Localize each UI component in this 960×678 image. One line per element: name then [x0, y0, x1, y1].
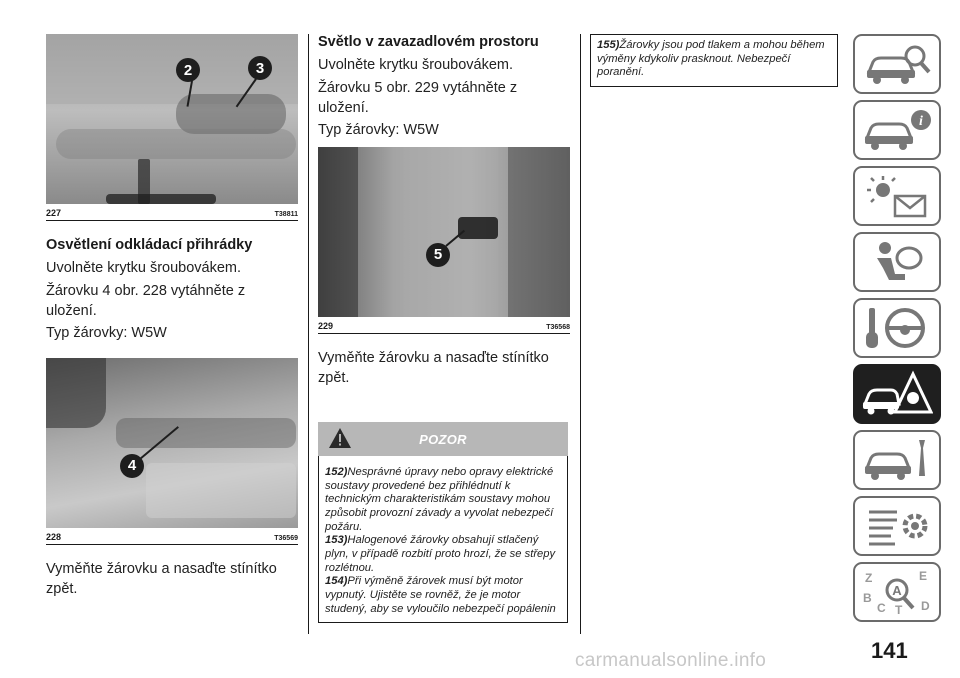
figure-228-image [46, 358, 298, 528]
car-info-icon [861, 106, 933, 154]
note-text: 155)Žárovky jsou pod tlakem a mohou během výměny kdykoliv prasknout. Nebezpečí poranění. [597, 39, 825, 79]
warning-header [318, 422, 568, 456]
svg-text:D: D [921, 599, 930, 613]
car-service-wrench-icon [861, 436, 933, 484]
column-middle [318, 34, 570, 623]
svg-text:C: C [877, 601, 886, 615]
warning-note: 154)Při výměně žárovek musí být motor vypnutý. Ujistěte se rovněž, že je motor studený, aby se vyloučilo nebezpečí popálenin [325, 575, 556, 615]
figure-229-image [318, 147, 570, 317]
figure-number: 228 [46, 531, 62, 542]
warning-box [318, 422, 568, 623]
figure-227-image [46, 34, 298, 204]
paragraph: Uvolněte krytku šroubovákem. [318, 57, 514, 74]
figure-227-caption [46, 204, 298, 221]
callout-3: 3 [248, 56, 272, 80]
warning-triangle-icon [328, 427, 352, 449]
note-box [590, 34, 838, 87]
car-search-icon [861, 40, 933, 88]
figure-code: T38811 [274, 211, 298, 218]
svg-text:B: B [863, 591, 872, 605]
paragraph-closing: Vyměňte žárovku a nasaďte stínítko zpět. [318, 349, 549, 386]
callout-2: 2 [176, 58, 200, 82]
warning-body [318, 456, 568, 623]
tab-car-search[interactable] [853, 34, 941, 94]
figure-number: 229 [318, 320, 334, 331]
callout-5: 5 [426, 243, 450, 267]
tab-index[interactable] [853, 562, 941, 622]
figure-code: T36568 [546, 323, 570, 331]
svg-text:Z: Z [865, 571, 873, 585]
figure-229-caption [318, 317, 570, 334]
key-steering-wheel-icon [861, 304, 933, 352]
figure-code: T36569 [274, 534, 298, 542]
svg-text:E: E [919, 569, 928, 583]
tab-specifications[interactable] [853, 496, 941, 556]
svg-text:i: i [919, 114, 923, 129]
tab-starting-driving[interactable] [853, 298, 941, 358]
paragraph: Typ žárovky: W5W [318, 122, 439, 139]
column-left [46, 34, 298, 601]
column-divider [308, 34, 309, 634]
paragraph: Typ žárovky: W5W [46, 325, 167, 342]
tab-warning-lights[interactable] [853, 166, 941, 226]
column-divider [580, 34, 581, 634]
column-right [590, 34, 838, 87]
section-title-glovebox-light: Osvětlení odkládací přihrádky [46, 237, 253, 253]
tab-car-info[interactable] [853, 100, 941, 160]
figure-number: 227 [46, 208, 62, 218]
paragraph: Uvolněte krytku šroubovákem. [46, 260, 242, 277]
paragraph-closing: Vyměňte žárovku a nasaďte stínítko zpět. [46, 560, 277, 597]
tab-maintenance[interactable] [853, 430, 941, 490]
section-title-trunk-light: Světlo v zavazadlovém prostoru [318, 34, 539, 50]
svg-text:A: A [892, 583, 902, 598]
chapter-tabs [853, 34, 941, 628]
svg-text:T: T [895, 603, 903, 616]
page-number: 141 [871, 638, 908, 663]
warning-note: 153)Halogenové žárovky obsahují stlačený plyn, v případě rozbití proto hrozí, že se střepy rozlétnou. [325, 534, 556, 574]
warning-title: POZOR [419, 431, 467, 447]
warning-light-message-icon [861, 172, 933, 220]
figure-228-caption [46, 528, 298, 545]
warning-note: 152)Nesprávné úpravy nebo opravy elektrické soustavy provedené bez přihlédnutí k technickým charakteristikám soustavy mohou způsobit provozní závady a vyvolat nebezpečí požáru. [325, 466, 554, 533]
callout-4: 4 [120, 454, 144, 478]
alphabetical-index-icon [861, 568, 933, 616]
airbag-seat-icon [861, 238, 933, 286]
emergency-car-icon [861, 370, 933, 418]
paragraph: Žárovku 4 obr. 228 vytáhněte z uložení. [46, 282, 246, 319]
tab-safety[interactable] [853, 232, 941, 292]
tab-emergency[interactable] [853, 364, 941, 424]
watermark: carmanualsonline.info [575, 650, 767, 671]
specifications-gear-icon [861, 502, 933, 550]
paragraph: Žárovku 5 obr. 229 vytáhněte z uložení. [318, 79, 518, 116]
